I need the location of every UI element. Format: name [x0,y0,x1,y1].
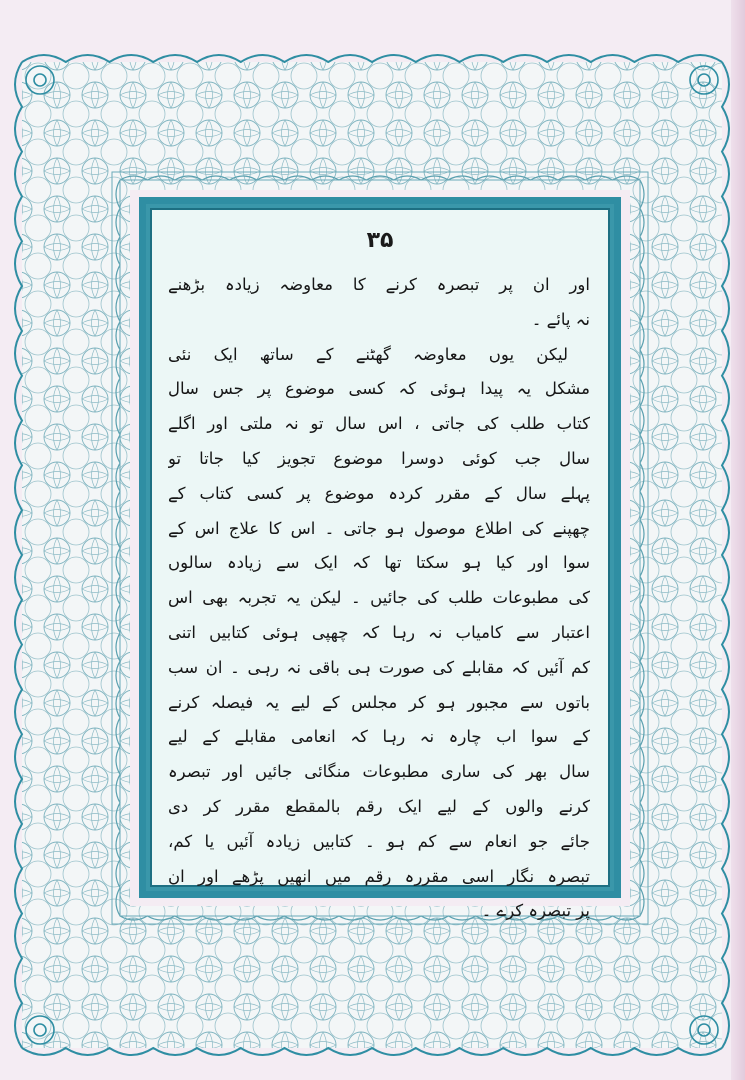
text-line: پہلے سال کے مقرر کردہ موضوع پر کسی کتاب کے [168,483,590,503]
text-line: سوا اور کیا ہو سکتا تھا کہ ایک سے زیادہ سالوں [168,553,590,573]
text-line: کم آئیں کہ مقابلے کی صورت ہی باقی نہ رہی ۔ ان سب [168,657,590,677]
text-line: کے سوا اب چارہ نہ رہا کہ انعامی مقابلے کے لیے [168,727,590,747]
text-line: پر تبصرہ کرے ۔ [481,901,590,921]
text-line: کی مطبوعات طلب کی جائیں ۔ لیکن یہ تجربہ بھی اس [168,588,590,608]
text-panel [150,208,610,921]
text-line: سال جب کوئی دوسرا موضوع تجویز کیا جاتا تو [168,448,590,468]
text-line: جائے جو انعام سے کم ہو ۔ کتابیں زیادہ آئیں یا کم، [168,831,590,851]
text-line: کتاب طلب کی جاتی ، اس سال تو نہ ملتی اور اگلے [168,414,590,434]
text-line: سال بھر کی ساری مطبوعات منگائی جائیں اور تبصرہ [168,762,590,782]
text-frame [139,197,621,921]
text-line: اور ان پر تبصرہ کرنے کا معاوضہ زیادہ بڑھنے [168,275,590,294]
text-line: باتوں سے مجبور ہو کر مجلس کے لیے یہ فیصلہ کرنے [168,692,590,712]
text-line: کرنے والوں کے لیے ایک رقم بالمقطع مقرر کر دی [168,796,590,816]
text-line: لیکن یوں معاوضہ گھٹنے کے ساتھ ایک نئی [168,344,568,364]
text-line: مشکل یہ پیدا ہوئی کہ کسی موضوع پر جس سال [168,379,590,399]
page-number: ۳۵ [366,228,394,253]
text-line: چھپنے کی اطلاع موصول ہو جاتی ۔ اس کا علاج اس کے [168,518,590,538]
text-line: تبصرہ نگار اسی مقررہ رقم میں انھیں پڑھے اور ان [168,866,590,886]
urdu-text-block [168,268,590,929]
text-line: نہ پائے ۔ [531,309,590,329]
text-line: اعتبار سے کامیاب نہ رہا کہ چھپی ہوئی کتابیں اتنی [168,622,590,642]
